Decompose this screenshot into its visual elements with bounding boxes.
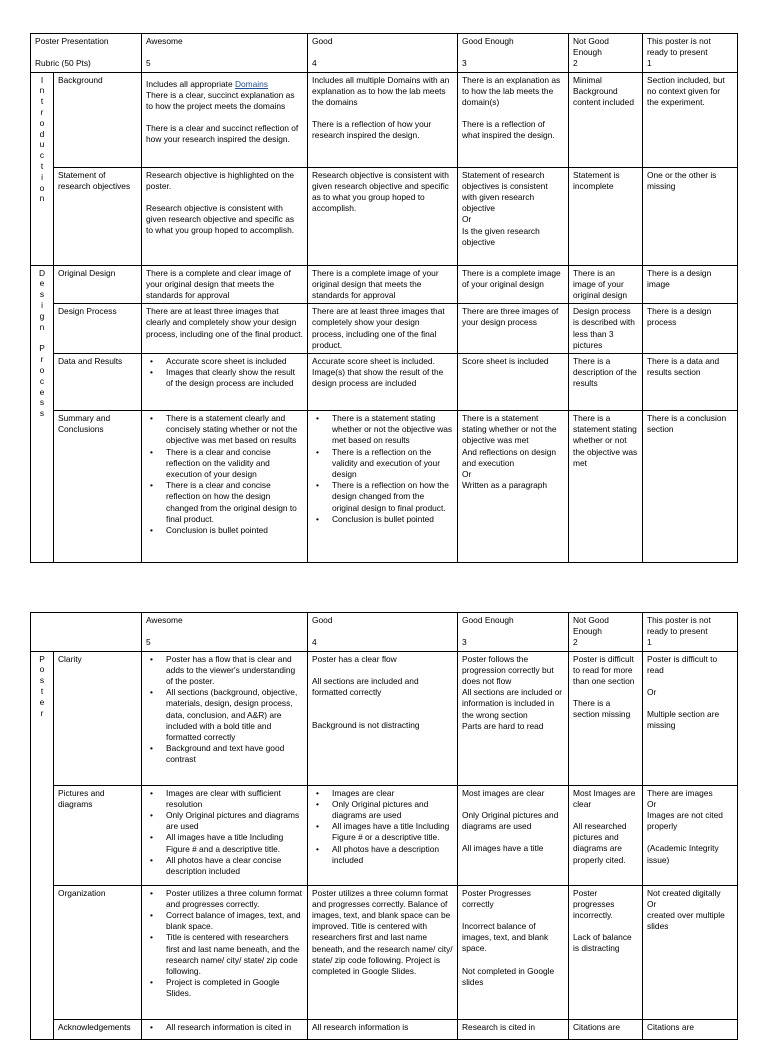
level-awesome: Awesome 5 (142, 613, 308, 652)
cell-good: Includes all multiple Domains with an explanation as to how the lab meets the domains There is a reflection of how your research inspired the design. (308, 72, 458, 167)
cell-good: All research information is (308, 1019, 458, 1039)
level-good-enough: Good Enough 3 (458, 613, 569, 652)
list-item: • All photos have a clear concise description included (164, 855, 303, 877)
cell-good: Research objective is consistent with given research objective and specific as to what you group hoped to accomplish. (308, 167, 458, 265)
rubric-title-cell (31, 34, 142, 73)
cell-awesome: Includes all appropriate Domains There is a clear, succinct explanation as to how the project meets the domains There is a clear and succinct reflection of how your research inspired the design. (142, 72, 308, 167)
cell-not-good-enough: There is a statement stating whether or not the objective was met (569, 411, 643, 563)
list-item: • All images have a title Including Figure # or a descriptive title. (330, 821, 453, 843)
cell-not-good-enough: Poster progresses incorrectly. Lack of balance is distracting (569, 885, 643, 1019)
cell-awesome: Research objective is highlighted on the poster. Research objective is consistent with given research objective and specific as to what you group hoped to accomplish. (142, 167, 308, 265)
cell-not-ready: There is a design image (643, 265, 738, 304)
list-item: • Poster utilizes a three column format and progresses correctly. (164, 888, 303, 910)
cell-awesome (142, 354, 308, 411)
list-item: • Images are clear with sufficient resolution (164, 788, 303, 810)
category-pictures: Pictures and diagrams (54, 785, 142, 885)
row-data-results (31, 354, 738, 411)
cell-awesome (142, 785, 308, 885)
cell-good-enough: Most images are clear Only Original pictures and diagrams are used All images have a title (458, 785, 569, 885)
rubric-table-poster (30, 612, 738, 1040)
level-good: Good 4 (308, 613, 458, 652)
cell-not-good-enough: There is a description of the results (569, 354, 643, 411)
category-acknowledgements: Acknowledgements (54, 1019, 142, 1039)
category-organization: Organization (54, 885, 142, 1019)
cell-good-enough: There are three images of your design process (458, 304, 569, 354)
cell-good-enough: Research is cited in (458, 1019, 569, 1039)
cell-awesome (142, 1019, 308, 1039)
cell-good (308, 411, 458, 563)
row-summary-conclusions (31, 411, 738, 563)
row-organization (31, 885, 738, 1019)
header-row (31, 613, 738, 652)
cell-good-enough: There is an explanation as to how the lab meets the domain(s) There is a reflection of what inspired the design. (458, 72, 569, 167)
list-item: • All sections (background, objective, materials, design, design process, data, conclusion, and A&R) are included with a bold title and formatted correctly (164, 687, 303, 743)
cell-not-ready: Section included, but no context given for the experiment. (643, 72, 738, 167)
list-item: • Only Original pictures and diagrams are used (164, 810, 303, 832)
row-acknowledgements (31, 1019, 738, 1039)
level-awesome: Awesome 5 (142, 34, 308, 73)
cell-good (308, 785, 458, 885)
list-item: • There is a clear and concise reflection on how the design changed from the original design to final product. (164, 480, 303, 525)
cell-good: Poster has a clear flow All sections are included and formatted correctly Background is not distracting (308, 651, 458, 785)
cell-not-ready: One or the other is missing (643, 167, 738, 265)
cell-good-enough: Poster Progresses correctly Incorrect balance of images, text, and blank space. Not completed in Google slides (458, 885, 569, 1019)
list-item: • Background and text have good contrast (164, 743, 303, 765)
cell-not-ready: There is a conclusion section (643, 411, 738, 563)
section-label-design-process: D e s i g n P r o c e s s (31, 265, 54, 562)
domains-link[interactable]: Domains (234, 78, 268, 89)
list-item: • Correct balance of images, text, and blank space. (164, 910, 303, 932)
list-item: • Images are clear (330, 788, 453, 799)
cell-not-good-enough: Minimal Background content included (569, 72, 643, 167)
cell-not-ready: There are images Or Images are not cited properly (Academic Integrity issue) (643, 785, 738, 885)
cell-not-good-enough: Statement is incomplete (569, 167, 643, 265)
cell-not-good-enough: Poster is difficult to read for more than one section There is a section missing (569, 651, 643, 785)
category-design-process: Design Process (54, 304, 142, 354)
row-pictures-diagrams (31, 785, 738, 885)
level-good-enough: Good Enough 3 (458, 34, 569, 73)
header-row (31, 34, 738, 73)
list-item: • Conclusion is bullet pointed (330, 514, 453, 525)
cell-not-ready: There is a design process (643, 304, 738, 354)
list-item: • Project is completed in Google Slides. (164, 977, 303, 999)
cell-not-ready: Poster is difficult to read Or Multiple section are missing (643, 651, 738, 785)
category-statement: Statement of research objectives (54, 167, 142, 265)
list-item: • All research information is cited in (164, 1022, 303, 1033)
cell-awesome: There is a complete and clear image of your original design that meets the standards for approval (142, 265, 308, 304)
row-statement (31, 167, 738, 265)
cell-awesome (142, 651, 308, 785)
cell-not-ready: There is a data and results section (643, 354, 738, 411)
category-summary: Summary and Conclusions (54, 411, 142, 563)
level-not-ready: This poster is not ready to present 1 (643, 34, 738, 73)
rubric-title: Poster Presentation (35, 36, 109, 46)
cell-good-enough: Score sheet is included (458, 354, 569, 411)
cell-good: There is a complete image of your original design that meets the standards for approval (308, 265, 458, 304)
level-not-ready: This poster is not ready to present 1 (643, 613, 738, 652)
cell-good: Poster utilizes a three column format and progresses correctly. Balance of images, text, and blank space can be improved. Title is centered with researchers first and last name beneath, and the research name/ city/ state/ zip code following. Project is completed in Google Slides. (308, 885, 458, 1019)
blank-header-cell (31, 613, 142, 652)
list-item: • There is a reflection on the validity and execution of your design (330, 447, 453, 481)
list-item: • Poster has a flow that is clear and adds to the viewer's understanding of the poster. (164, 654, 303, 688)
cell-awesome (142, 885, 308, 1019)
list-item: • There is a reflection on how the design changed from the original design to final product. (330, 480, 453, 514)
cell-good: There are at least three images that completely show your design process, including one of the final product. (308, 304, 458, 354)
row-background (31, 72, 738, 167)
list-item: • Title is centered with researchers first and last name beneath, and the research name/ city/ state/ zip code following. (164, 932, 303, 977)
cell-not-good-enough: Most Images are clear All researched pictures and diagrams are properly cited. (569, 785, 643, 885)
cell-awesome: There are at least three images that clearly and completely show your design process, including one of the final product. (142, 304, 308, 354)
cell-not-good-enough: There is an image of your original design (569, 265, 643, 304)
cell-not-good-enough: Citations are (569, 1019, 643, 1039)
cell-good-enough: There is a complete image of your original design (458, 265, 569, 304)
rubric-points: Rubric (50 Pts) (35, 58, 91, 69)
row-design-process (31, 304, 738, 354)
category-original-design: Original Design (54, 265, 142, 304)
cell-good-enough: There is a statement stating whether or not the objective was met And reflections on design and execution Or Written as a paragraph (458, 411, 569, 563)
cell-not-ready: Citations are (643, 1019, 738, 1039)
list-item: • There is a clear and concise reflection on the validity and execution of your design (164, 447, 303, 481)
cell-not-good-enough: Design process is described with less than 3 pictures (569, 304, 643, 354)
list-item: • There is a statement clearly and concisely stating whether or not the objective was met based on results (164, 413, 303, 447)
rubric-table-intro-design (30, 33, 738, 563)
list-item: • There is a statement stating whether or not the objective was met based on results (330, 413, 453, 447)
list-item: • Accurate score sheet is included (164, 356, 303, 367)
level-not-good-enough: Not Good Enough 2 (569, 613, 643, 652)
section-label-introduction: I n t r o d u c t i o n (31, 72, 54, 265)
list-item: • All photos have a description included (330, 844, 453, 866)
cell-good: Accurate score sheet is included. Image(s) that show the result of the design process are included (308, 354, 458, 411)
row-original-design (31, 265, 738, 304)
section-label-poster: P o s t e r (31, 651, 54, 1039)
category-background: Background (54, 72, 142, 167)
cell-good-enough: Poster follows the progression correctly but does not flow All sections are included or information is included in the wrong section Parts are hard to read (458, 651, 569, 785)
list-item: • Images that clearly show the result of the design process are included (164, 367, 303, 389)
category-clarity: Clarity (54, 651, 142, 785)
level-not-good-enough: Not Good Enough 2 (569, 34, 643, 73)
cell-good-enough: Statement of research objectives is consistent with given research objective Or Is the given research objective (458, 167, 569, 265)
cell-not-ready: Not created digitally Or created over multiple slides (643, 885, 738, 1019)
level-good: Good 4 (308, 34, 458, 73)
row-clarity (31, 651, 738, 785)
cell-awesome (142, 411, 308, 563)
list-item: • All images have a title Including Figure # and a descriptive title. (164, 832, 303, 854)
category-data-results: Data and Results (54, 354, 142, 411)
list-item: • Conclusion is bullet pointed (164, 525, 303, 536)
list-item: • Only Original pictures and diagrams are used (330, 799, 453, 821)
